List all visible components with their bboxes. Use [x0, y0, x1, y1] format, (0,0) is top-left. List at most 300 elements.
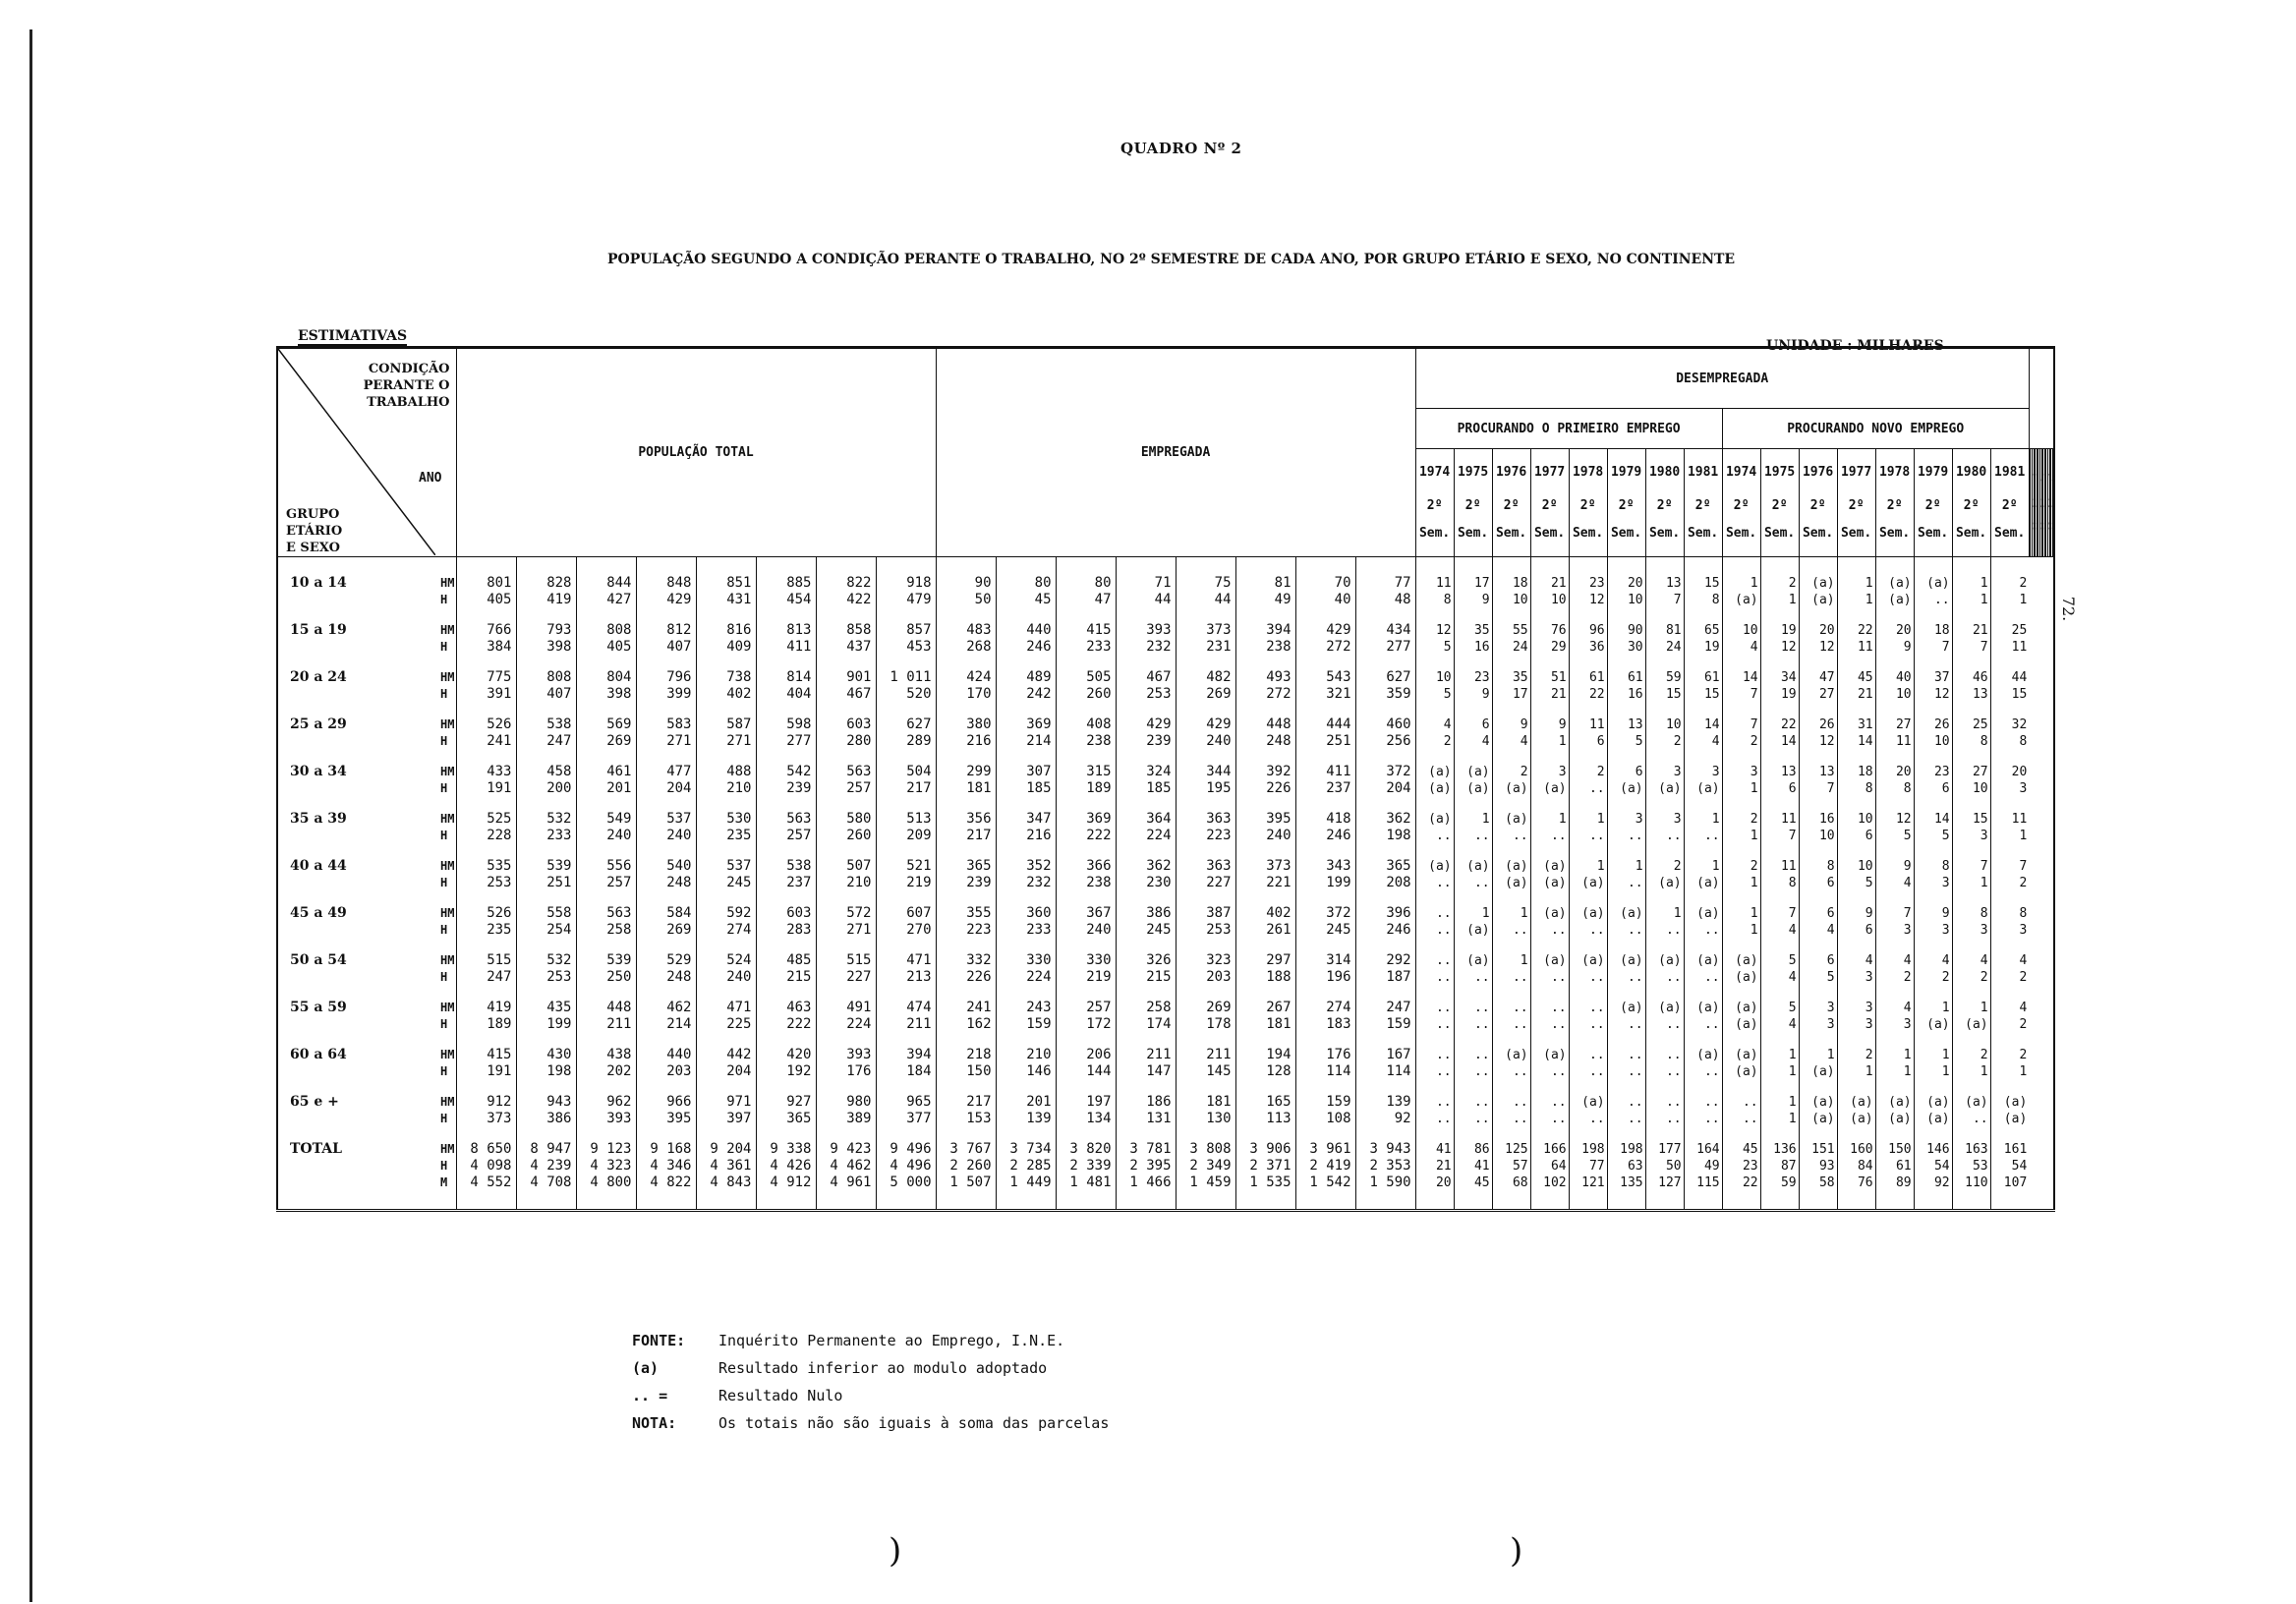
table-cell: 395 — [636, 1111, 696, 1127]
table-cell: 474 — [876, 986, 936, 1016]
table-cell: 584 — [636, 891, 696, 922]
table-cell: 766 — [456, 608, 516, 639]
sex-label: HM — [440, 717, 455, 731]
table-cell: 7 — [1952, 844, 1990, 875]
table-cell: 29 — [1530, 639, 1569, 656]
semester-ordinal: 2º — [1579, 497, 1596, 513]
table-cell: 537 — [696, 844, 756, 875]
table-cell: 7 — [1990, 844, 2029, 875]
table-cell: .. — [1454, 1016, 1492, 1033]
table-cell: 12 — [1914, 686, 1952, 703]
table-cell: 270 — [876, 922, 936, 939]
sex-label: HM — [440, 906, 455, 920]
table-cell: 81 — [1235, 557, 1295, 593]
table-cell: 525 — [456, 797, 516, 828]
table-cell: 48 — [1355, 592, 1415, 608]
table-cell: 440 — [636, 1033, 696, 1063]
table-cell: 429 — [1176, 703, 1235, 733]
table-cell: 228 — [456, 828, 516, 844]
table-cell: 4 — [1990, 939, 2029, 969]
table-cell: .. — [1569, 986, 1607, 1016]
table-cell: 20 — [1799, 608, 1837, 639]
table-cell: 444 — [1295, 703, 1355, 733]
table-cell: 3 — [1914, 875, 1952, 891]
table-cell: 27 — [1952, 750, 1990, 780]
table-cell: 1 — [1645, 891, 1684, 922]
table-cell: 558 — [516, 891, 576, 922]
table-cell: .. — [1454, 1111, 1492, 1127]
table-cell: 230 — [1116, 875, 1176, 891]
table-cell: 848 — [636, 557, 696, 593]
table-cell: 268 — [936, 639, 996, 656]
table-cell: (a) — [1645, 986, 1684, 1016]
table-cell: 239 — [936, 875, 996, 891]
table-cell: (a) — [1607, 891, 1645, 922]
table-cell: (a) — [1492, 780, 1530, 797]
population-table — [276, 346, 2055, 1212]
table-cell: 2 349 — [1176, 1158, 1235, 1174]
table-cell: 344 — [1176, 750, 1235, 780]
table-cell: 239 — [1116, 733, 1176, 750]
table-cell: 463 — [756, 986, 816, 1016]
table-cell: 87 — [1760, 1158, 1799, 1174]
semester-label: Sem. — [1610, 525, 1642, 541]
table-cell: 214 — [996, 733, 1056, 750]
table-cell: 549 — [576, 797, 636, 828]
table-cell: (a) — [1875, 557, 1914, 593]
table-cell: (a) — [1875, 1080, 1914, 1111]
table-cell: 253 — [456, 875, 516, 891]
table-cell: 540 — [636, 844, 696, 875]
table-cell: 603 — [816, 703, 876, 733]
semester-label: Sem. — [1802, 525, 1834, 541]
table-cell: 912 — [456, 1080, 516, 1111]
table-cell: 307 — [996, 750, 1056, 780]
table-row — [277, 608, 2054, 639]
table-cell: .. — [1415, 969, 1454, 986]
table-row — [277, 1111, 2054, 1127]
paren-right: ) — [1510, 1531, 1523, 1571]
table-cell: 793 — [516, 608, 576, 639]
table-cell: 22 — [1722, 1174, 1760, 1211]
table-cell: 1 — [1914, 986, 1952, 1016]
table-cell: 563 — [816, 750, 876, 780]
table-cell: 3 — [1990, 922, 2029, 939]
year-label: 1975 — [1457, 464, 1489, 480]
table-cell: 145 — [1176, 1063, 1235, 1080]
table-cell: .. — [1684, 922, 1722, 939]
table-cell: .. — [1415, 1063, 1454, 1080]
table-cell: 372 — [1295, 891, 1355, 922]
footnote-key: FONTE: — [632, 1332, 686, 1349]
table-cell: 199 — [516, 1016, 576, 1033]
table-cell: 271 — [816, 922, 876, 939]
age-group-label — [277, 1016, 434, 1033]
table-cell: 150 — [1875, 1127, 1914, 1158]
table-cell: (a) — [1530, 939, 1569, 969]
table-cell: 355 — [936, 891, 996, 922]
table-cell: 7 — [1875, 891, 1914, 922]
year-header — [1530, 449, 1569, 557]
table-cell: (a) — [1607, 939, 1645, 969]
table-cell: 210 — [816, 875, 876, 891]
table-cell: .. — [1492, 922, 1530, 939]
table-cell: (a) — [1454, 922, 1492, 939]
table-cell: 146 — [1914, 1127, 1952, 1158]
table-cell: 435 — [516, 986, 576, 1016]
table-cell: 260 — [816, 828, 876, 844]
table-cell: (a) — [1799, 557, 1837, 593]
table-cell: 15 — [1684, 686, 1722, 703]
year-header — [1914, 449, 1952, 557]
table-cell: 225 — [696, 1016, 756, 1033]
table-cell: 471 — [876, 939, 936, 969]
table-cell: 114 — [1355, 1063, 1415, 1080]
table-cell: 274 — [696, 922, 756, 939]
table-row — [277, 750, 2054, 780]
table-cell: 4 — [1875, 939, 1914, 969]
table-cell: (a) — [1645, 780, 1684, 797]
year-header — [1952, 449, 1990, 557]
table-cell: 352 — [996, 844, 1056, 875]
table-cell: .. — [1530, 1063, 1569, 1080]
semester-label: Sem. — [1687, 525, 1719, 541]
table-cell: 4 822 — [636, 1174, 696, 1211]
footnote-text: Os totais não são iguais à soma das parcelas — [718, 1414, 1110, 1432]
table-cell: 45 — [1837, 656, 1875, 686]
table-cell: 20 — [1875, 608, 1914, 639]
table-cell: 21 — [1952, 608, 1990, 639]
table-cell: 232 — [996, 875, 1056, 891]
table-cell: .. — [1415, 891, 1454, 922]
table-cell: 211 — [876, 1016, 936, 1033]
table-cell: 76 — [1530, 608, 1569, 639]
table-cell: 526 — [456, 891, 516, 922]
sex-label: H — [440, 1017, 448, 1031]
table-cell: 134 — [1056, 1111, 1116, 1127]
table-cell: .. — [1530, 1016, 1569, 1033]
footnote-row — [632, 1354, 1109, 1382]
table-cell: (a) — [1952, 1016, 1990, 1033]
table-cell: 538 — [516, 703, 576, 733]
semester-label — [2031, 517, 2032, 536]
table-cell: 211 — [1176, 1033, 1235, 1063]
table-cell: 3 — [1645, 750, 1684, 780]
year-label — [2046, 470, 2047, 488]
table-cell: 204 — [696, 1063, 756, 1080]
sex-label: H — [440, 970, 448, 984]
year-header — [1454, 449, 1492, 557]
table-cell: 775 — [456, 656, 516, 686]
table-cell: 4 961 — [816, 1174, 876, 1211]
table-cell: 92 — [1355, 1111, 1415, 1127]
age-group-label: 25 a 29 — [290, 716, 347, 732]
table-cell: 35 — [1454, 608, 1492, 639]
table-cell: 962 — [576, 1080, 636, 1111]
semester-ordinal — [2031, 494, 2032, 513]
table-cell: 366 — [1056, 844, 1116, 875]
table-cell: (a) — [1530, 1033, 1569, 1063]
table-cell: 167 — [1355, 1033, 1415, 1063]
table-cell: 4 — [1415, 703, 1454, 733]
table-cell: 261 — [1235, 922, 1295, 939]
table-cell: 360 — [996, 891, 1056, 922]
table-cell: 1 — [1760, 1111, 1799, 1127]
table-cell: 365 — [936, 844, 996, 875]
table-cell: .. — [1415, 1033, 1454, 1063]
table-cell: (a) — [1799, 1080, 1837, 1111]
table-cell: 184 — [876, 1063, 936, 1080]
table-cell: 504 — [876, 750, 936, 780]
table-cell: .. — [1684, 1111, 1722, 1127]
table-cell: 217 — [936, 828, 996, 844]
table-cell: 24 — [1645, 639, 1684, 656]
age-group-label — [277, 686, 434, 703]
table-cell: 240 — [636, 828, 696, 844]
table-cell: 9 — [1875, 844, 1914, 875]
table-cell: .. — [1607, 922, 1645, 939]
table-cell: (a) — [1914, 1111, 1952, 1127]
table-cell: 442 — [696, 1033, 756, 1063]
semester-ordinal: 2º — [1426, 497, 1443, 513]
table-cell: 199 — [1295, 875, 1355, 891]
year-label: 1981 — [1994, 464, 2026, 480]
age-group-label: 40 a 44 — [290, 858, 347, 874]
table-cell: .. — [1415, 1080, 1454, 1111]
table-row — [277, 939, 2054, 969]
table-cell: 482 — [1176, 656, 1235, 686]
table-cell: .. — [1645, 1063, 1684, 1080]
table-cell: 164 — [1684, 1127, 1722, 1158]
table-row — [277, 557, 2054, 593]
table-cell: 3 — [1645, 797, 1684, 828]
age-group-label — [277, 592, 434, 608]
table-cell: 1 — [1952, 557, 1990, 593]
table-cell: 162 — [936, 1016, 996, 1033]
semester-label — [2046, 517, 2047, 536]
table-cell: 4 843 — [696, 1174, 756, 1211]
table-cell: .. — [1415, 939, 1454, 969]
table-cell: 526 — [456, 703, 516, 733]
table-cell: 2 — [1952, 969, 1990, 986]
table-cell: 269 — [1176, 686, 1235, 703]
table-cell: 3 — [1875, 922, 1914, 939]
table-cell: 429 — [1295, 608, 1355, 639]
table-cell: 218 — [936, 1033, 996, 1063]
table-cell: 4 — [1722, 639, 1760, 656]
year-label: 1981 — [1687, 464, 1719, 480]
table-cell: .. — [1530, 1080, 1569, 1111]
table-cell: 18 — [1914, 608, 1952, 639]
sex-label: HM — [440, 576, 455, 590]
table-cell: 187 — [1355, 969, 1415, 986]
table-cell: 54 — [1990, 1158, 2029, 1174]
estimativas-label: ESTIMATIVAS — [298, 328, 408, 344]
table-cell: 21 — [1415, 1158, 1454, 1174]
table-cell: 272 — [1235, 686, 1295, 703]
table-cell: 253 — [1116, 686, 1176, 703]
table-cell: 3 808 — [1176, 1127, 1235, 1158]
table-cell: 232 — [1116, 639, 1176, 656]
semester-label — [2035, 517, 2036, 536]
table-cell: 1 — [1837, 1063, 1875, 1080]
table-cell: 520 — [876, 686, 936, 703]
table-cell: 598 — [756, 703, 816, 733]
table-cell: .. — [1569, 969, 1607, 986]
semester-label: Sem. — [1648, 525, 1681, 541]
year-header — [1990, 449, 2029, 557]
sex-label: H — [440, 593, 448, 606]
table-cell: 59 — [1645, 656, 1684, 686]
table-cell: 181 — [1235, 1016, 1295, 1033]
table-cell: 3 820 — [1056, 1127, 1116, 1158]
table-cell: (a) — [1799, 1111, 1837, 1127]
table-cell: 41 — [1415, 1127, 1454, 1158]
table-cell: 2 419 — [1295, 1158, 1355, 1174]
table-cell: 1 535 — [1235, 1174, 1295, 1211]
table-cell: 6 — [1914, 780, 1952, 797]
table-cell: 362 — [1355, 797, 1415, 828]
table-cell: 607 — [876, 891, 936, 922]
table-cell: 367 — [1056, 891, 1116, 922]
table-cell: 185 — [1116, 780, 1176, 797]
table-cell: 40 — [1295, 592, 1355, 608]
table-cell: .. — [1722, 1080, 1760, 1111]
table-cell: 131 — [1116, 1111, 1176, 1127]
table-cell: 113 — [1235, 1111, 1295, 1127]
table-cell: 369 — [1056, 797, 1116, 828]
table-cell: 269 — [576, 733, 636, 750]
table-cell: 274 — [1295, 986, 1355, 1016]
table-cell: 1 507 — [936, 1174, 996, 1211]
table-cell: (a) — [1684, 875, 1722, 891]
table-cell: 1 — [1569, 844, 1607, 875]
table-cell: 115 — [1684, 1174, 1722, 1211]
table-cell: 4 — [1760, 922, 1799, 939]
table-cell: 61 — [1569, 656, 1607, 686]
table-cell: 289 — [876, 733, 936, 750]
table-cell: 217 — [876, 780, 936, 797]
table-cell: 26 — [1799, 703, 1837, 733]
table-cell: 347 — [996, 797, 1056, 828]
table-cell: 4 — [1492, 733, 1530, 750]
table-cell: 6 — [1569, 733, 1607, 750]
table-cell: 3 — [1952, 922, 1990, 939]
sex-label: HM — [440, 1142, 455, 1156]
semester-label: Sem. — [1418, 525, 1451, 541]
sex-label: HM — [440, 765, 455, 778]
table-cell: 63 — [1607, 1158, 1645, 1174]
table-cell: 10 — [1530, 592, 1569, 608]
table-cell: 433 — [456, 750, 516, 780]
table-cell: (a) — [1569, 1080, 1607, 1111]
table-cell: 429 — [636, 592, 696, 608]
footnote-key: NOTA: — [632, 1414, 677, 1432]
age-group-label — [277, 969, 434, 986]
table-cell: 1 — [1875, 1033, 1914, 1063]
table-cell: 524 — [696, 939, 756, 969]
semester-label: Sem. — [1533, 525, 1566, 541]
table-cell: 238 — [1056, 875, 1116, 891]
sex-label: H — [440, 1159, 448, 1173]
table-cell: 235 — [696, 828, 756, 844]
table-cell: 429 — [1116, 703, 1176, 733]
age-group-label — [277, 1111, 434, 1127]
table-cell: 237 — [1295, 780, 1355, 797]
sex-label: HM — [440, 953, 455, 967]
table-cell: .. — [1530, 986, 1569, 1016]
table-cell: (a) — [1492, 844, 1530, 875]
table-cell: 3 — [1837, 969, 1875, 986]
table-cell: 3 961 — [1295, 1127, 1355, 1158]
table-cell: 238 — [1235, 639, 1295, 656]
table-cell: (a) — [1684, 891, 1722, 922]
semester-ordinal: 2º — [1618, 497, 1635, 513]
table-cell: 4 — [1760, 969, 1799, 986]
year-label — [2042, 470, 2043, 488]
semester-label: Sem. — [1572, 525, 1604, 541]
semester-ordinal: 2º — [1656, 497, 1673, 513]
table-cell: 488 — [696, 750, 756, 780]
table-cell: (a) — [1492, 875, 1530, 891]
semester-label — [2038, 517, 2039, 536]
table-cell: 239 — [756, 780, 816, 797]
table-cell: .. — [1454, 875, 1492, 891]
table-cell: 404 — [756, 686, 816, 703]
table-cell: 243 — [996, 986, 1056, 1016]
table-cell: 377 — [876, 1111, 936, 1127]
table-cell: .. — [1684, 828, 1722, 844]
table-cell: .. — [1645, 1016, 1684, 1033]
table-cell: 409 — [696, 639, 756, 656]
table-cell: 491 — [816, 986, 876, 1016]
table-cell: 128 — [1235, 1063, 1295, 1080]
year-header — [1415, 449, 1454, 557]
table-cell: 971 — [696, 1080, 756, 1111]
table-cell: 198 — [516, 1063, 576, 1080]
table-cell: 2 — [1722, 733, 1760, 750]
table-cell: 394 — [1235, 608, 1295, 639]
semester-label — [2033, 517, 2034, 536]
table-cell: 191 — [456, 1063, 516, 1080]
table-cell: 20 — [1607, 557, 1645, 593]
table-cell: 530 — [696, 797, 756, 828]
table-cell: 796 — [636, 656, 696, 686]
semester-ordinal — [2046, 494, 2047, 513]
year-header — [1875, 449, 1914, 557]
table-cell: 418 — [1295, 797, 1355, 828]
table-cell: 280 — [816, 733, 876, 750]
table-cell: 4 239 — [516, 1158, 576, 1174]
table-cell: 9 338 — [756, 1127, 816, 1158]
table-cell: 808 — [576, 608, 636, 639]
table-cell: .. — [1454, 969, 1492, 986]
table-cell: 170 — [936, 686, 996, 703]
table-cell: 176 — [1295, 1033, 1355, 1063]
table-cell: 58 — [1799, 1174, 1837, 1211]
table-cell: 539 — [516, 844, 576, 875]
table-cell: 402 — [1235, 891, 1295, 922]
table-cell: 407 — [516, 686, 576, 703]
table-cell: .. — [1492, 1063, 1530, 1080]
semester-label — [2043, 517, 2044, 536]
table-cell: 3 — [1990, 780, 2029, 797]
semester-ordinal: 2º — [1503, 497, 1520, 513]
table-cell: 22 — [1837, 608, 1875, 639]
year-header — [1645, 449, 1684, 557]
table-cell: 54 — [1914, 1158, 1952, 1174]
year-label — [2033, 470, 2034, 488]
